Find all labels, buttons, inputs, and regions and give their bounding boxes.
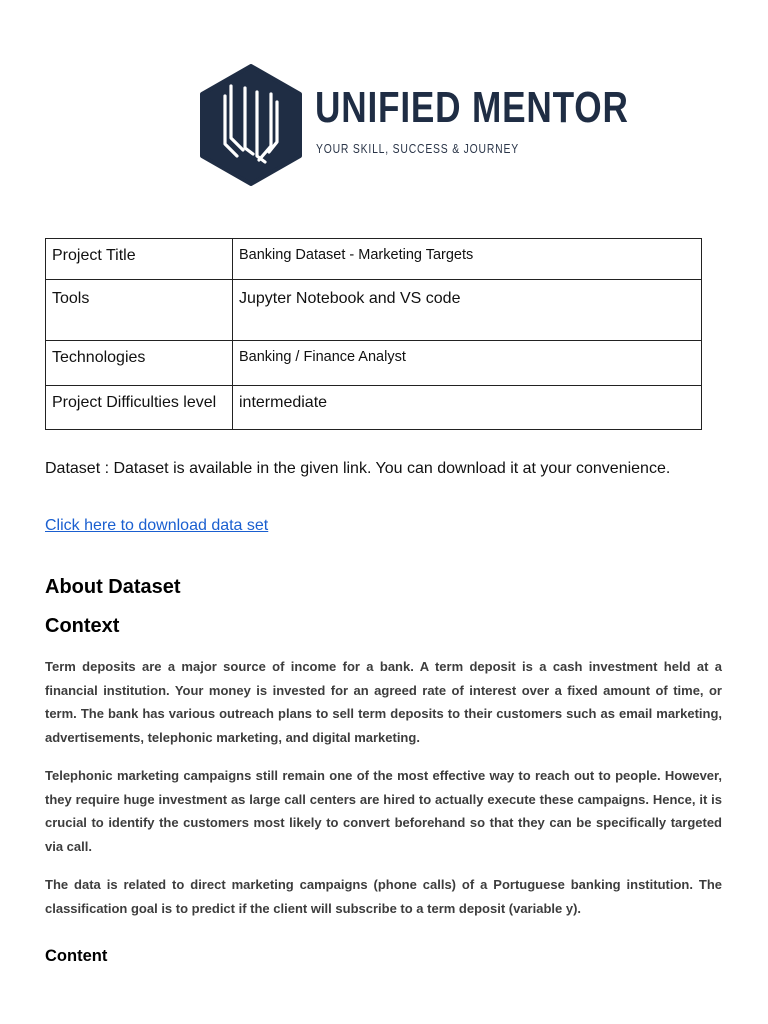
about-dataset-heading: About Dataset [45,576,181,598]
context-paragraph-3: The data is related to direct marketing campaigns (phone calls) of a Portuguese banking institution. The classification goal is to predict if the client will subscribe to a term deposit (variable y). [45,877,722,916]
context-heading: Context [45,615,120,637]
table-row [46,239,702,280]
dataset-note: Dataset : Dataset is available in the given link. You can download it at your convenience. [45,460,671,477]
table-row [46,386,702,430]
table-label-difficulty: Project Difficulties level [46,386,233,430]
table-value-difficulty: intermediate [233,386,702,430]
table-row [46,341,702,386]
table-row [46,280,702,341]
logo-title: UNIFIED MENTOR [315,83,629,132]
logo-tagline: YOUR SKILL, SUCCESS & JOURNEY [316,141,519,156]
table-value-project-title: Banking Dataset - Marketing Targets [233,239,702,280]
hexagon-logo-icon [199,64,303,186]
context-paragraph-2: Telephonic marketing campaigns still remain one of the most effective way to reach out to people. However, they require huge investment as large call centers are hired to actually execute these campaigns. Hence, it is crucial to identify the customers most likely to convert beforehand so that they can be specifically targeted via call. [45,768,722,854]
download-dataset-link[interactable]: Click here to download data set [45,517,269,534]
table-label-technologies: Technologies [46,341,233,386]
table-label-project-title: Project Title [46,239,233,280]
content-heading: Content [45,947,108,965]
logo [199,64,629,188]
context-paragraph-1: Term deposits are a major source of income for a bank. A term deposit is a cash investment held at a financial institution. Your money is invested for an agreed rate of interest over a fixed amount of time, or term. The bank has various outreach plans to sell term deposits to their customers such as email marketing, advertisements, telephonic marketing, and digital marketing. [45,659,722,745]
table-label-tools: Tools [46,280,233,341]
table-value-tools: Jupyter Notebook and VS code [233,280,702,341]
table-value-technologies: Banking / Finance Analyst [233,341,702,386]
project-info-table [45,238,702,430]
